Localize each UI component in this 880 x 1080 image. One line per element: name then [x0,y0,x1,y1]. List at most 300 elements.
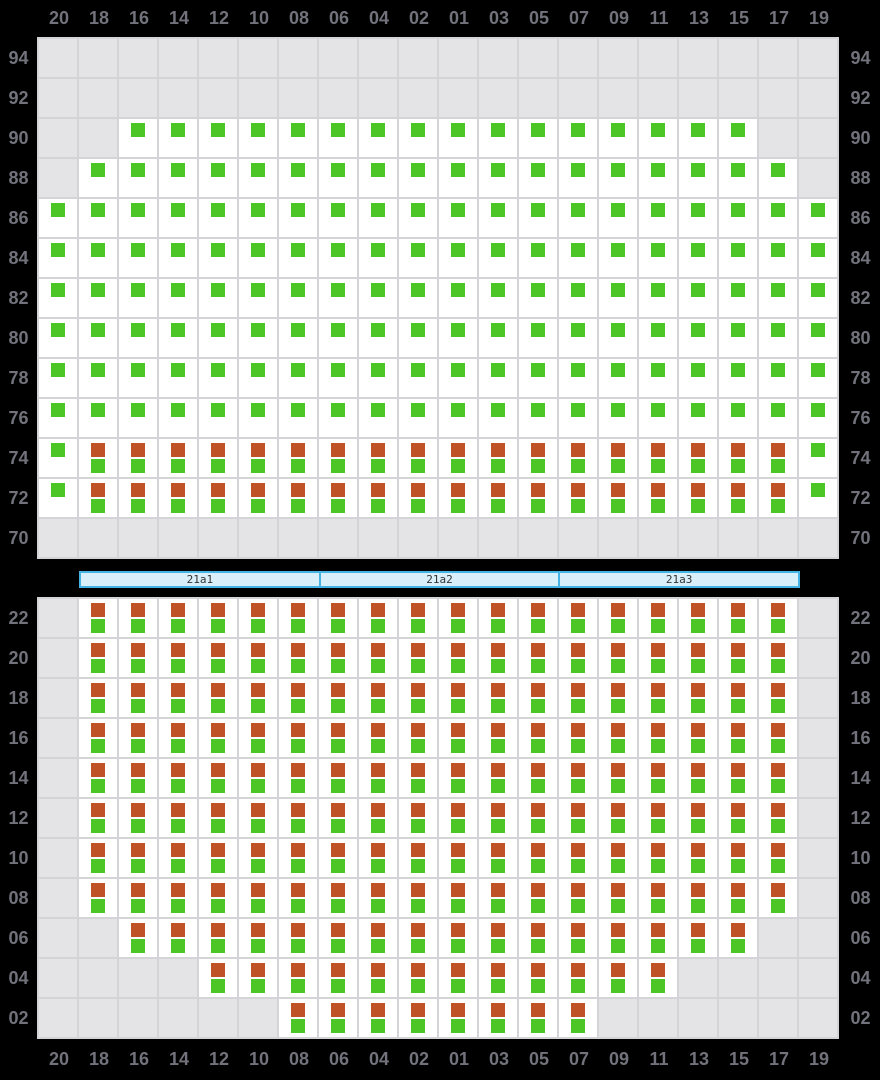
seat-square-orange[interactable] [131,843,145,857]
seat-square-green[interactable] [571,699,585,713]
seat-square-green[interactable] [211,779,225,793]
seat-square-orange[interactable] [211,883,225,897]
seat-square-orange[interactable] [331,923,345,937]
seat-square-green[interactable] [291,363,305,377]
seat-square-orange[interactable] [211,923,225,937]
seat-square-orange[interactable] [451,683,465,697]
seat-square-orange[interactable] [331,643,345,657]
seat-square-green[interactable] [491,979,505,993]
seat-square-orange[interactable] [171,723,185,737]
seat-square-green[interactable] [131,323,145,337]
seat-square-green[interactable] [691,819,705,833]
seat-square-green[interactable] [571,899,585,913]
seat-square-green[interactable] [371,163,385,177]
seat-square-green[interactable] [731,123,745,137]
seat-square-green[interactable] [731,899,745,913]
seat-square-green[interactable] [371,1019,385,1033]
seat-square-orange[interactable] [771,603,785,617]
seat-square-green[interactable] [771,739,785,753]
seat-square-orange[interactable] [571,883,585,897]
seat-square-green[interactable] [531,323,545,337]
seat-square-orange[interactable] [91,843,105,857]
seat-square-orange[interactable] [91,683,105,697]
seat-square-orange[interactable] [411,483,425,497]
seat-square-orange[interactable] [291,603,305,617]
seat-square-orange[interactable] [731,483,745,497]
seat-square-green[interactable] [331,739,345,753]
seat-square-green[interactable] [571,163,585,177]
seat-square-green[interactable] [91,459,105,473]
seat-square-green[interactable] [651,899,665,913]
seat-square-green[interactable] [211,739,225,753]
seat-square-orange[interactable] [251,883,265,897]
seat-square-green[interactable] [171,459,185,473]
seat-square-green[interactable] [131,203,145,217]
seat-square-orange[interactable] [251,483,265,497]
seat-square-green[interactable] [451,403,465,417]
seat-square-orange[interactable] [611,803,625,817]
seat-square-orange[interactable] [251,963,265,977]
seat-square-green[interactable] [451,1019,465,1033]
seat-square-orange[interactable] [331,603,345,617]
seat-square-orange[interactable] [451,603,465,617]
seat-square-green[interactable] [211,859,225,873]
seat-square-green[interactable] [291,779,305,793]
seat-square-orange[interactable] [451,483,465,497]
seat-square-green[interactable] [611,363,625,377]
seat-square-green[interactable] [251,123,265,137]
seat-square-green[interactable] [531,899,545,913]
seat-square-green[interactable] [331,659,345,673]
seat-square-green[interactable] [611,163,625,177]
seat-square-orange[interactable] [411,843,425,857]
seat-square-orange[interactable] [171,683,185,697]
section-segment[interactable]: 21a1 [79,571,321,588]
seat-square-green[interactable] [611,123,625,137]
seat-square-orange[interactable] [411,923,425,937]
seat-square-green[interactable] [291,739,305,753]
seat-square-green[interactable] [531,779,545,793]
seat-square-green[interactable] [371,323,385,337]
seat-square-green[interactable] [411,779,425,793]
seat-square-green[interactable] [251,739,265,753]
seat-square-green[interactable] [371,499,385,513]
seat-square-green[interactable] [611,819,625,833]
seat-square-green[interactable] [531,1019,545,1033]
seat-square-green[interactable] [131,859,145,873]
seat-square-green[interactable] [331,499,345,513]
seat-square-green[interactable] [331,283,345,297]
seat-square-green[interactable] [411,243,425,257]
seat-square-green[interactable] [611,939,625,953]
seat-square-green[interactable] [651,363,665,377]
seat-square-green[interactable] [171,939,185,953]
seat-square-green[interactable] [611,403,625,417]
seat-square-green[interactable] [451,283,465,297]
seat-square-green[interactable] [171,163,185,177]
seat-square-green[interactable] [571,859,585,873]
seat-square-orange[interactable] [691,883,705,897]
seat-square-green[interactable] [691,403,705,417]
seat-square-orange[interactable] [91,483,105,497]
seat-square-green[interactable] [491,939,505,953]
seat-square-green[interactable] [131,163,145,177]
seat-square-orange[interactable] [531,643,545,657]
seat-square-orange[interactable] [491,843,505,857]
seat-square-green[interactable] [411,699,425,713]
seat-square-green[interactable] [691,699,705,713]
seat-square-orange[interactable] [491,803,505,817]
seat-square-green[interactable] [91,619,105,633]
seat-square-orange[interactable] [451,963,465,977]
seat-square-green[interactable] [491,243,505,257]
seat-square-orange[interactable] [611,643,625,657]
seat-square-orange[interactable] [451,1003,465,1017]
seat-square-green[interactable] [611,699,625,713]
seat-square-orange[interactable] [371,483,385,497]
seat-square-green[interactable] [811,283,825,297]
seat-square-green[interactable] [331,619,345,633]
seat-square-green[interactable] [611,283,625,297]
seat-square-orange[interactable] [611,603,625,617]
seat-square-orange[interactable] [411,683,425,697]
seat-square-green[interactable] [651,283,665,297]
seat-square-green[interactable] [811,363,825,377]
seat-square-green[interactable] [491,363,505,377]
seat-square-green[interactable] [411,283,425,297]
seat-square-green[interactable] [331,819,345,833]
seat-square-orange[interactable] [451,763,465,777]
seat-square-green[interactable] [571,779,585,793]
seat-square-green[interactable] [291,403,305,417]
seat-square-orange[interactable] [291,963,305,977]
seat-square-green[interactable] [91,899,105,913]
seat-square-green[interactable] [411,403,425,417]
seat-square-orange[interactable] [211,803,225,817]
seat-square-green[interactable] [771,699,785,713]
seat-square-orange[interactable] [571,803,585,817]
seat-square-orange[interactable] [251,683,265,697]
seat-square-orange[interactable] [651,643,665,657]
seat-square-green[interactable] [371,203,385,217]
seat-square-green[interactable] [291,283,305,297]
seat-square-green[interactable] [411,363,425,377]
seat-square-green[interactable] [611,459,625,473]
seat-square-green[interactable] [51,483,65,497]
seat-square-green[interactable] [131,123,145,137]
seat-square-green[interactable] [491,859,505,873]
seat-square-orange[interactable] [731,843,745,857]
seat-square-green[interactable] [491,659,505,673]
seat-square-green[interactable] [131,939,145,953]
seat-square-orange[interactable] [491,883,505,897]
seat-square-orange[interactable] [571,603,585,617]
seat-square-green[interactable] [571,739,585,753]
seat-square-orange[interactable] [491,763,505,777]
seat-square-green[interactable] [531,699,545,713]
seat-square-green[interactable] [91,163,105,177]
seat-square-green[interactable] [571,243,585,257]
seat-square-green[interactable] [691,939,705,953]
seat-square-orange[interactable] [451,843,465,857]
seat-square-orange[interactable] [651,843,665,857]
seat-square-orange[interactable] [411,883,425,897]
seat-square-green[interactable] [571,939,585,953]
seat-square-green[interactable] [171,363,185,377]
seat-square-green[interactable] [651,163,665,177]
seat-square-orange[interactable] [531,683,545,697]
seat-square-green[interactable] [771,659,785,673]
seat-square-orange[interactable] [651,883,665,897]
seat-square-green[interactable] [211,939,225,953]
seat-square-green[interactable] [571,459,585,473]
seat-square-green[interactable] [451,939,465,953]
seat-square-orange[interactable] [571,443,585,457]
seat-square-green[interactable] [611,979,625,993]
seat-square-orange[interactable] [571,483,585,497]
seat-square-green[interactable] [571,403,585,417]
seat-square-orange[interactable] [491,483,505,497]
seat-square-orange[interactable] [731,763,745,777]
seat-square-green[interactable] [491,459,505,473]
seat-square-green[interactable] [451,163,465,177]
seat-square-green[interactable] [211,819,225,833]
seat-square-green[interactable] [691,619,705,633]
seat-square-green[interactable] [251,283,265,297]
seat-square-orange[interactable] [211,763,225,777]
seat-square-orange[interactable] [571,843,585,857]
seat-square-green[interactable] [251,243,265,257]
seat-square-orange[interactable] [291,643,305,657]
seat-square-orange[interactable] [251,723,265,737]
seat-square-green[interactable] [451,699,465,713]
seat-square-green[interactable] [211,243,225,257]
seat-square-green[interactable] [371,819,385,833]
seat-square-green[interactable] [51,203,65,217]
seat-square-green[interactable] [171,499,185,513]
seat-square-green[interactable] [771,323,785,337]
seat-square-green[interactable] [451,659,465,673]
seat-square-green[interactable] [91,859,105,873]
seat-square-green[interactable] [91,499,105,513]
seat-square-green[interactable] [691,163,705,177]
seat-square-green[interactable] [651,939,665,953]
seat-square-orange[interactable] [371,763,385,777]
seat-square-orange[interactable] [771,443,785,457]
seat-square-orange[interactable] [531,803,545,817]
seat-square-orange[interactable] [91,803,105,817]
seat-square-green[interactable] [531,459,545,473]
seat-square-green[interactable] [291,659,305,673]
seat-square-green[interactable] [331,323,345,337]
seat-square-orange[interactable] [331,763,345,777]
seat-square-green[interactable] [211,459,225,473]
seat-square-green[interactable] [331,243,345,257]
seat-square-green[interactable] [731,619,745,633]
seat-square-orange[interactable] [331,443,345,457]
seat-square-orange[interactable] [331,1003,345,1017]
seat-square-orange[interactable] [251,763,265,777]
seat-square-orange[interactable] [531,723,545,737]
seat-square-green[interactable] [491,123,505,137]
seat-square-green[interactable] [531,979,545,993]
seat-square-green[interactable] [91,819,105,833]
seat-square-orange[interactable] [771,483,785,497]
seat-square-orange[interactable] [651,963,665,977]
seat-square-orange[interactable] [611,443,625,457]
seat-square-green[interactable] [251,203,265,217]
seat-square-orange[interactable] [531,843,545,857]
seat-square-orange[interactable] [691,723,705,737]
seat-square-green[interactable] [651,619,665,633]
seat-square-orange[interactable] [171,883,185,897]
seat-square-orange[interactable] [691,483,705,497]
seat-square-orange[interactable] [651,683,665,697]
seat-square-orange[interactable] [291,683,305,697]
seat-square-green[interactable] [171,123,185,137]
seat-square-green[interactable] [251,323,265,337]
seat-square-orange[interactable] [531,923,545,937]
seat-square-green[interactable] [731,283,745,297]
seat-square-green[interactable] [331,859,345,873]
seat-square-green[interactable] [491,819,505,833]
seat-square-green[interactable] [571,363,585,377]
seat-square-orange[interactable] [331,683,345,697]
seat-square-green[interactable] [811,443,825,457]
seat-square-orange[interactable] [291,843,305,857]
seat-square-green[interactable] [491,699,505,713]
seat-square-green[interactable] [331,203,345,217]
seat-square-green[interactable] [611,203,625,217]
seat-square-green[interactable] [131,499,145,513]
seat-square-green[interactable] [131,283,145,297]
seat-square-green[interactable] [371,403,385,417]
seat-square-green[interactable] [531,739,545,753]
seat-square-green[interactable] [651,979,665,993]
seat-square-green[interactable] [91,363,105,377]
seat-square-green[interactable] [771,899,785,913]
seat-square-green[interactable] [251,659,265,673]
seat-square-green[interactable] [411,459,425,473]
seat-square-green[interactable] [411,819,425,833]
seat-square-green[interactable] [691,499,705,513]
seat-square-green[interactable] [171,323,185,337]
seat-square-orange[interactable] [611,883,625,897]
seat-square-green[interactable] [371,363,385,377]
seat-square-green[interactable] [611,323,625,337]
seat-square-orange[interactable] [131,603,145,617]
seat-square-orange[interactable] [211,683,225,697]
seat-square-green[interactable] [51,323,65,337]
seat-square-orange[interactable] [411,803,425,817]
seat-square-green[interactable] [731,659,745,673]
seat-square-green[interactable] [211,619,225,633]
seat-square-green[interactable] [651,123,665,137]
seat-square-orange[interactable] [531,883,545,897]
seat-square-green[interactable] [811,323,825,337]
seat-square-green[interactable] [371,459,385,473]
seat-square-green[interactable] [451,859,465,873]
seat-square-green[interactable] [411,939,425,953]
seat-square-orange[interactable] [771,683,785,697]
seat-square-green[interactable] [251,699,265,713]
seat-square-green[interactable] [691,459,705,473]
seat-square-green[interactable] [731,403,745,417]
seat-square-green[interactable] [611,859,625,873]
seat-square-green[interactable] [531,659,545,673]
seat-square-orange[interactable] [211,723,225,737]
seat-square-green[interactable] [371,939,385,953]
seat-square-green[interactable] [51,403,65,417]
seat-square-orange[interactable] [731,723,745,737]
seat-square-green[interactable] [171,779,185,793]
seat-square-orange[interactable] [611,683,625,697]
seat-square-green[interactable] [251,819,265,833]
seat-square-green[interactable] [91,283,105,297]
seat-square-orange[interactable] [451,723,465,737]
seat-square-green[interactable] [211,203,225,217]
seat-square-green[interactable] [491,163,505,177]
seat-square-orange[interactable] [611,483,625,497]
seat-square-orange[interactable] [331,843,345,857]
seat-square-green[interactable] [251,363,265,377]
seat-square-orange[interactable] [571,723,585,737]
seat-square-green[interactable] [171,243,185,257]
seat-square-green[interactable] [531,619,545,633]
seat-square-green[interactable] [331,899,345,913]
seat-square-green[interactable] [131,699,145,713]
seat-square-orange[interactable] [411,443,425,457]
seat-square-orange[interactable] [371,883,385,897]
seat-square-orange[interactable] [691,603,705,617]
seat-square-green[interactable] [251,859,265,873]
seat-square-green[interactable] [691,659,705,673]
seat-square-green[interactable] [411,739,425,753]
seat-square-orange[interactable] [771,723,785,737]
seat-square-green[interactable] [211,323,225,337]
seat-square-green[interactable] [291,203,305,217]
seat-square-green[interactable] [251,619,265,633]
seat-square-green[interactable] [491,899,505,913]
seat-square-orange[interactable] [491,923,505,937]
seat-square-orange[interactable] [171,603,185,617]
seat-square-green[interactable] [651,203,665,217]
seat-square-green[interactable] [131,899,145,913]
seat-square-orange[interactable] [691,643,705,657]
seat-square-green[interactable] [651,739,665,753]
seat-square-orange[interactable] [371,643,385,657]
seat-square-orange[interactable] [91,443,105,457]
seat-square-orange[interactable] [371,443,385,457]
seat-square-orange[interactable] [651,763,665,777]
seat-square-green[interactable] [411,899,425,913]
seat-square-green[interactable] [531,363,545,377]
section-segment[interactable]: 21a2 [319,571,561,588]
seat-square-green[interactable] [651,459,665,473]
seat-square-orange[interactable] [251,443,265,457]
seat-square-orange[interactable] [131,803,145,817]
seat-square-green[interactable] [611,779,625,793]
seat-square-green[interactable] [371,779,385,793]
seat-square-green[interactable] [371,619,385,633]
seat-square-orange[interactable] [651,483,665,497]
seat-square-green[interactable] [411,659,425,673]
seat-square-orange[interactable] [331,803,345,817]
seat-square-green[interactable] [331,163,345,177]
seat-square-orange[interactable] [291,1003,305,1017]
seat-square-orange[interactable] [771,643,785,657]
seat-square-green[interactable] [611,243,625,257]
